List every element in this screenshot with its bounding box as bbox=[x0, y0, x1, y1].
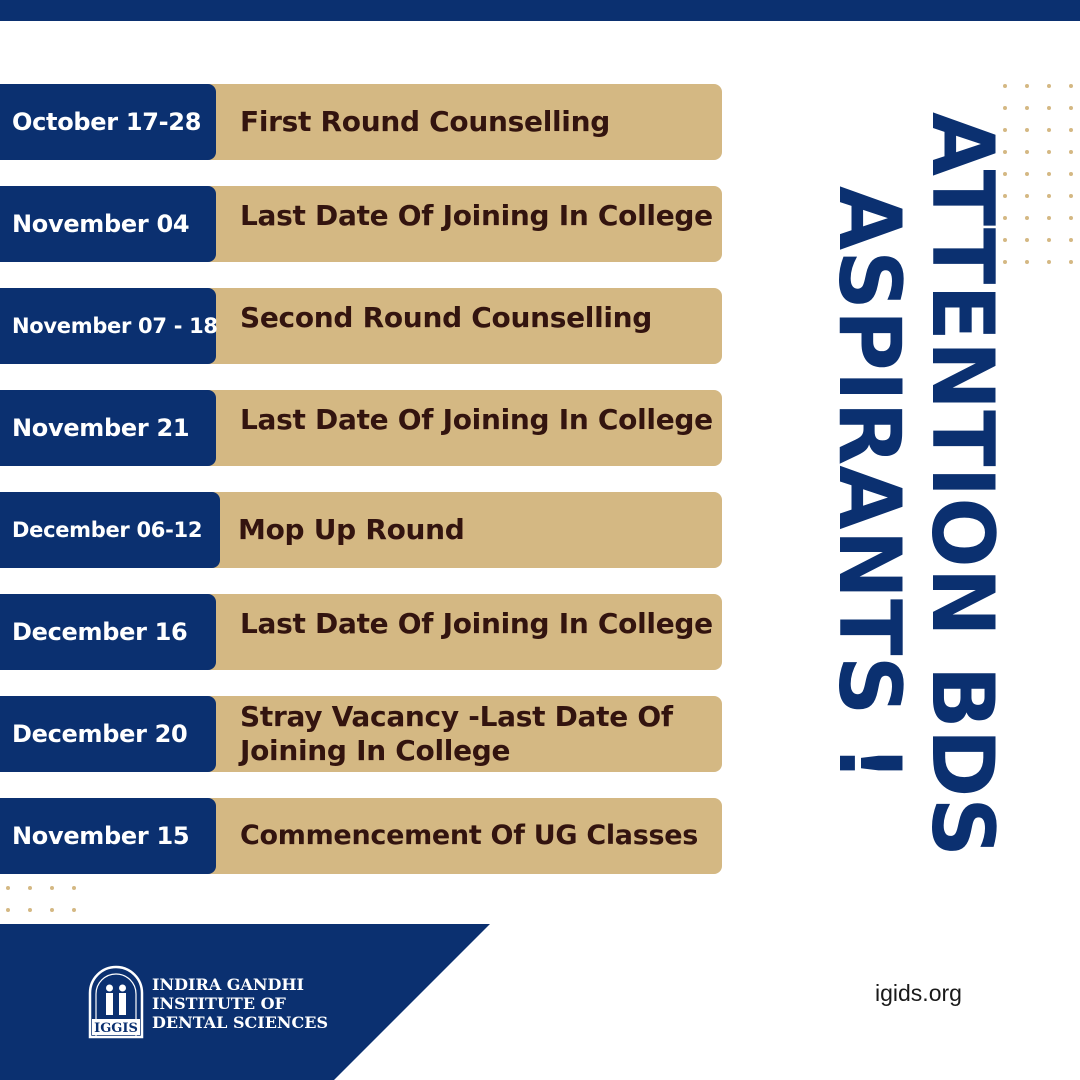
decor-dot bbox=[1047, 106, 1051, 110]
decor-dot bbox=[1047, 260, 1051, 264]
headline-line2: ASPIRANTS ! bbox=[819, 186, 919, 805]
decor-dot bbox=[1047, 172, 1051, 176]
schedule-row bbox=[0, 288, 722, 364]
decor-dot bbox=[1003, 150, 1007, 154]
schedule-date: December 16 bbox=[0, 594, 216, 670]
decor-dot bbox=[1025, 106, 1029, 110]
schedule-date: November 07 - 18 bbox=[0, 288, 216, 364]
institute-name-line: INSTITUTE OF bbox=[152, 994, 286, 1013]
decor-dot bbox=[1003, 106, 1007, 110]
schedule-row bbox=[0, 492, 722, 568]
schedule-date: November 21 bbox=[0, 390, 216, 466]
schedule-event: Last Date Of Joining In College bbox=[240, 403, 713, 436]
schedule-event: Mop Up Round bbox=[238, 513, 465, 546]
schedule-date: December 20 bbox=[0, 696, 216, 772]
decor-dot bbox=[1047, 216, 1051, 220]
decor-dot bbox=[1025, 150, 1029, 154]
decor-dot bbox=[6, 886, 10, 890]
decor-dot bbox=[1003, 172, 1007, 176]
schedule-event: Second Round Counselling bbox=[240, 301, 653, 334]
decor-dot bbox=[1069, 216, 1073, 220]
decor-dot bbox=[1069, 260, 1073, 264]
decor-dot bbox=[1069, 128, 1073, 132]
arch-logo-icon bbox=[86, 963, 146, 1039]
logo-text: IGGIS bbox=[94, 1021, 138, 1036]
decor-dot bbox=[50, 908, 54, 912]
schedule-row bbox=[0, 84, 722, 160]
decor-dot bbox=[1003, 260, 1007, 264]
decor-dot bbox=[1025, 84, 1029, 88]
decor-dot bbox=[1069, 150, 1073, 154]
headline-line1: ATTENTION BDS bbox=[912, 112, 1012, 887]
schedule-event: First Round Counselling bbox=[240, 105, 610, 138]
decor-dot bbox=[1003, 128, 1007, 132]
decor-dot bbox=[50, 886, 54, 890]
decor-dot bbox=[1003, 194, 1007, 198]
dot-grid-top-right bbox=[1003, 84, 1073, 284]
decor-dot bbox=[1047, 238, 1051, 242]
decor-dot bbox=[1025, 194, 1029, 198]
schedule-event: Stray Vacancy -Last Date Of Joining In College bbox=[240, 700, 673, 767]
website-link[interactable]: igids.org bbox=[875, 980, 962, 1006]
decor-dot bbox=[28, 908, 32, 912]
decor-dot bbox=[1047, 128, 1051, 132]
decor-dot bbox=[1025, 216, 1029, 220]
decor-dot bbox=[28, 886, 32, 890]
schedule-row bbox=[0, 186, 722, 262]
schedule-date: December 06-12 bbox=[0, 492, 220, 568]
decor-dot bbox=[1047, 150, 1051, 154]
decor-dot bbox=[1025, 128, 1029, 132]
schedule-event: Commencement Of UG Classes bbox=[240, 820, 699, 851]
decor-dot bbox=[1025, 172, 1029, 176]
schedule-row bbox=[0, 798, 722, 874]
schedule-event: Last Date Of Joining In College bbox=[240, 607, 713, 640]
decor-dot bbox=[1003, 238, 1007, 242]
decor-dot bbox=[1069, 106, 1073, 110]
institute-name-line: DENTAL SCIENCES bbox=[152, 1013, 329, 1032]
decor-dot bbox=[72, 886, 76, 890]
schedule-row bbox=[0, 594, 722, 670]
institute-name bbox=[152, 975, 328, 1032]
decor-dot bbox=[1025, 260, 1029, 264]
schedule-event: Last Date Of Joining In College bbox=[240, 199, 713, 232]
decor-dot bbox=[1003, 84, 1007, 88]
decor-dot bbox=[1069, 194, 1073, 198]
institute-name-line: INDIRA GANDHI bbox=[152, 975, 304, 994]
decor-dot bbox=[1025, 238, 1029, 242]
schedule-date: October 17-28 bbox=[0, 84, 216, 160]
schedule-date: November 04 bbox=[0, 186, 216, 262]
schedule-row bbox=[0, 696, 722, 772]
schedule-row bbox=[0, 390, 722, 466]
decor-dot bbox=[1047, 84, 1051, 88]
decor-dot bbox=[1003, 216, 1007, 220]
decor-dot bbox=[1069, 238, 1073, 242]
decor-dot bbox=[1047, 194, 1051, 198]
top-bar bbox=[0, 0, 1080, 21]
decor-dot bbox=[1069, 172, 1073, 176]
decor-dot bbox=[72, 908, 76, 912]
decor-dot bbox=[1069, 84, 1073, 88]
decor-dot bbox=[6, 908, 10, 912]
schedule-date: November 15 bbox=[0, 798, 216, 874]
